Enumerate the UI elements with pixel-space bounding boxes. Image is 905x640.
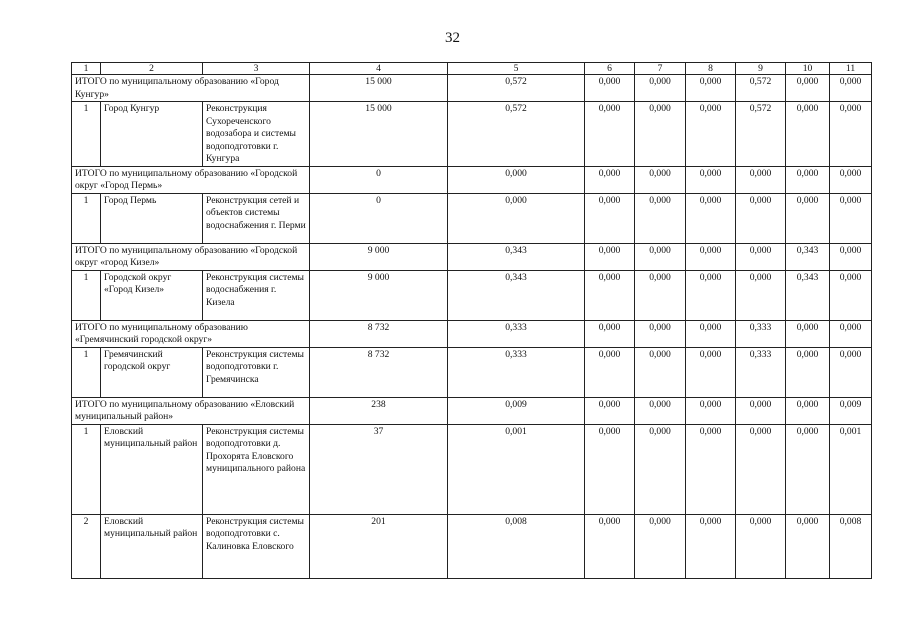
value-cell: 0,000 [635, 514, 686, 578]
value-cell: 0,000 [585, 102, 635, 167]
value-cell: 0,000 [830, 243, 872, 270]
value-cell: 0,000 [830, 270, 872, 320]
table-body [72, 63, 872, 579]
total-label: ИТОГО по муниципальному образованию «Еловский муниципальный район» [72, 397, 310, 424]
row-index: 1 [72, 270, 101, 320]
value-cell: 0,000 [786, 514, 830, 578]
value-cell: 0,000 [585, 424, 635, 514]
value-cell: 0,333 [448, 320, 585, 347]
column-header: 10 [786, 63, 830, 75]
value-cell: 9 000 [310, 270, 448, 320]
value-cell: 0,000 [635, 270, 686, 320]
value-cell: 0,000 [830, 102, 872, 167]
column-header: 7 [635, 63, 686, 75]
value-cell: 0,000 [635, 320, 686, 347]
value-cell: 0,000 [635, 347, 686, 397]
value-cell: 0,000 [830, 193, 872, 243]
value-cell: 8 732 [310, 347, 448, 397]
column-header: 9 [736, 63, 786, 75]
column-header: 8 [686, 63, 736, 75]
item-row [72, 270, 872, 320]
total-row [72, 243, 872, 270]
value-cell: 0,000 [686, 166, 736, 193]
municipality-name: Городской округ «Город Кизел» [101, 270, 203, 320]
column-header: 1 [72, 63, 101, 75]
value-cell: 0,000 [448, 166, 585, 193]
municipality-name: Город Кунгур [101, 102, 203, 167]
value-cell: 0,008 [830, 514, 872, 578]
value-cell: 0,001 [830, 424, 872, 514]
municipality-name: Город Пермь [101, 193, 203, 243]
municipality-name: Еловский муниципальный район [101, 424, 203, 514]
value-cell: 0,000 [686, 424, 736, 514]
value-cell: 0,000 [736, 193, 786, 243]
object-description: Реконструкция системы водоподготовки д. Прохорята Еловского муниципального района [203, 424, 310, 514]
value-cell: 0,000 [736, 243, 786, 270]
total-label: ИТОГО по муниципальному образованию «Город Кунгур» [72, 75, 310, 102]
object-description: Реконструкция Сухореченского водозабора и системы водоподготовки г. Кунгура [203, 102, 310, 167]
value-cell: 0,000 [686, 347, 736, 397]
total-label: ИТОГО по муниципальному образованию «Городской округ «Город Пермь» [72, 166, 310, 193]
total-row [72, 397, 872, 424]
value-cell: 0,000 [786, 397, 830, 424]
value-cell: 0,343 [448, 270, 585, 320]
value-cell: 0 [310, 166, 448, 193]
total-label: ИТОГО по муниципальному образованию «Гремячинский городской округ» [72, 320, 310, 347]
column-header: 5 [448, 63, 585, 75]
municipality-name: Гремячинский городской округ [101, 347, 203, 397]
value-cell: 0 [310, 193, 448, 243]
column-header: 11 [830, 63, 872, 75]
value-cell: 0,000 [635, 102, 686, 167]
item-row [72, 347, 872, 397]
value-cell: 0,009 [830, 397, 872, 424]
value-cell: 0,000 [686, 193, 736, 243]
object-description: Реконструкция системы водоснабжения г. Кизела [203, 270, 310, 320]
value-cell: 8 732 [310, 320, 448, 347]
value-cell: 0,000 [585, 397, 635, 424]
value-cell: 0,000 [830, 75, 872, 102]
value-cell: 0,572 [736, 75, 786, 102]
value-cell: 0,000 [686, 514, 736, 578]
value-cell: 0,000 [830, 166, 872, 193]
value-cell: 0,000 [686, 320, 736, 347]
page-number: 32 [445, 30, 460, 46]
value-cell: 0,000 [585, 347, 635, 397]
value-cell: 0,000 [585, 320, 635, 347]
value-cell: 0,333 [736, 347, 786, 397]
object-description: Реконструкция сетей и объектов системы водоснабжения г. Перми [203, 193, 310, 243]
value-cell: 0,000 [585, 193, 635, 243]
row-index: 1 [72, 102, 101, 167]
value-cell: 0,000 [585, 270, 635, 320]
value-cell: 0,000 [635, 166, 686, 193]
value-cell: 0,000 [686, 75, 736, 102]
object-description: Реконструкция системы водоподготовки г. Гремячинска [203, 347, 310, 397]
object-description: Реконструкция системы водоподготовки с. Калиновка Еловского [203, 514, 310, 578]
value-cell: 0,000 [686, 270, 736, 320]
value-cell: 0,000 [736, 424, 786, 514]
column-header: 6 [585, 63, 635, 75]
row-index: 2 [72, 514, 101, 578]
value-cell: 0,000 [830, 347, 872, 397]
total-row [72, 166, 872, 193]
value-cell: 0,000 [786, 166, 830, 193]
value-cell: 0,000 [786, 75, 830, 102]
value-cell: 0,000 [635, 193, 686, 243]
value-cell: 0,572 [736, 102, 786, 167]
value-cell: 238 [310, 397, 448, 424]
value-cell: 15 000 [310, 102, 448, 167]
total-label: ИТОГО по муниципальному образованию «Городской округ «город Кизел» [72, 243, 310, 270]
value-cell: 0,000 [635, 397, 686, 424]
value-cell: 0,000 [448, 193, 585, 243]
column-header: 2 [101, 63, 203, 75]
value-cell: 0,000 [736, 397, 786, 424]
value-cell: 0,572 [448, 102, 585, 167]
item-row [72, 514, 872, 578]
value-cell: 0,000 [686, 102, 736, 167]
value-cell: 0,000 [686, 397, 736, 424]
value-cell: 0,008 [448, 514, 585, 578]
value-cell: 0,000 [585, 514, 635, 578]
item-row [72, 424, 872, 514]
value-cell: 0,009 [448, 397, 585, 424]
row-index: 1 [72, 424, 101, 514]
value-cell: 0,343 [448, 243, 585, 270]
value-cell: 0,000 [635, 243, 686, 270]
value-cell: 0,000 [786, 320, 830, 347]
value-cell: 0,000 [686, 243, 736, 270]
value-cell: 0,000 [585, 243, 635, 270]
total-row [72, 320, 872, 347]
row-index: 1 [72, 193, 101, 243]
value-cell: 0,000 [635, 424, 686, 514]
table-header-row [72, 63, 872, 75]
value-cell: 0,000 [635, 75, 686, 102]
total-row [72, 75, 872, 102]
value-cell: 0,000 [786, 347, 830, 397]
column-header: 3 [203, 63, 310, 75]
value-cell: 0,000 [786, 193, 830, 243]
value-cell: 0,000 [736, 166, 786, 193]
value-cell: 0,000 [736, 514, 786, 578]
value-cell: 0,000 [585, 75, 635, 102]
value-cell: 0,572 [448, 75, 585, 102]
value-cell: 0,333 [736, 320, 786, 347]
item-row [72, 193, 872, 243]
value-cell: 9 000 [310, 243, 448, 270]
value-cell: 0,333 [448, 347, 585, 397]
item-row [72, 102, 872, 167]
value-cell: 15 000 [310, 75, 448, 102]
column-header: 4 [310, 63, 448, 75]
value-cell: 37 [310, 424, 448, 514]
row-index: 1 [72, 347, 101, 397]
value-cell: 201 [310, 514, 448, 578]
value-cell: 0,000 [830, 320, 872, 347]
data-table [71, 62, 872, 579]
value-cell: 0,000 [736, 270, 786, 320]
value-cell: 0,343 [786, 243, 830, 270]
value-cell: 0,001 [448, 424, 585, 514]
value-cell: 0,000 [786, 424, 830, 514]
value-cell: 0,343 [786, 270, 830, 320]
value-cell: 0,000 [786, 102, 830, 167]
value-cell: 0,000 [585, 166, 635, 193]
municipality-name: Еловский муниципальный район [101, 514, 203, 578]
